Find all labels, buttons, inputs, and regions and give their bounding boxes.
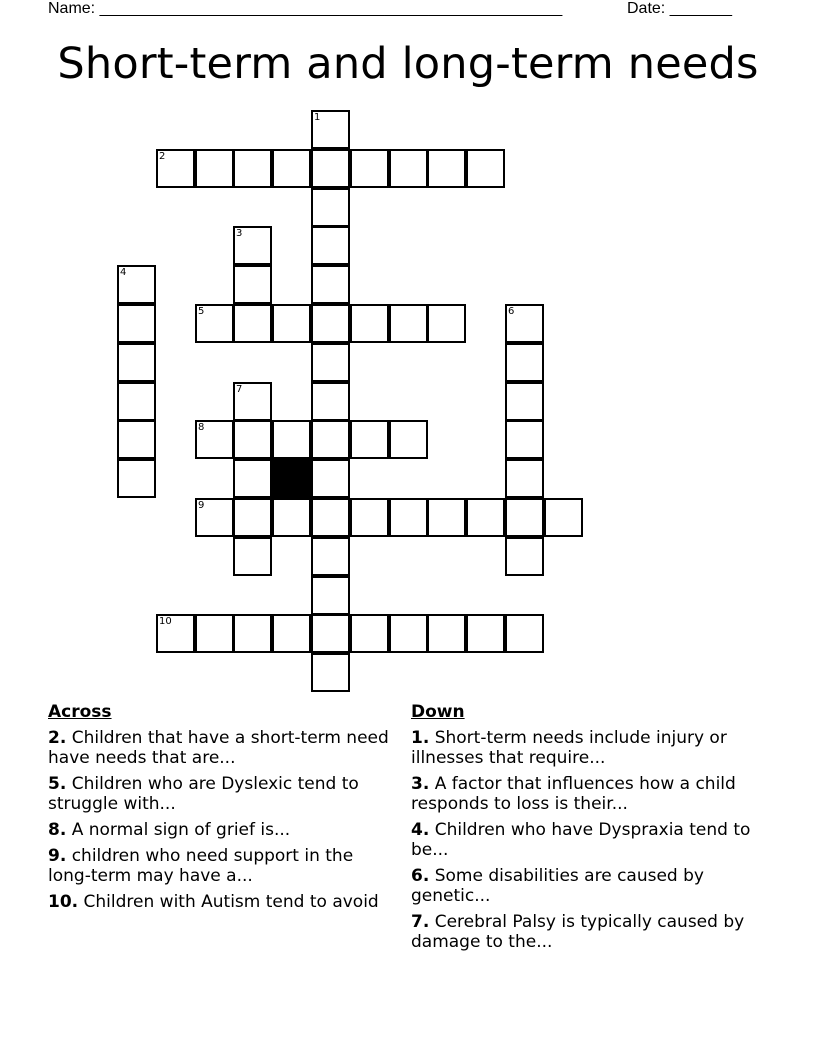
- grid-cell[interactable]: [389, 498, 428, 537]
- grid-cell[interactable]: [272, 498, 311, 537]
- grid-cell[interactable]: [311, 576, 350, 615]
- clue-across-2: [48, 728, 393, 768]
- clue-down-4: [411, 820, 756, 860]
- grid-cell[interactable]: [156, 149, 195, 188]
- grid-cell[interactable]: [272, 149, 311, 188]
- grid-cell[interactable]: [544, 498, 583, 537]
- grid-cell[interactable]: [311, 149, 350, 188]
- down-heading: Down: [411, 702, 465, 722]
- grid-cell[interactable]: [427, 498, 466, 537]
- clue-number: 3.: [411, 774, 430, 794]
- clue-number: 1.: [411, 728, 430, 748]
- clue-down-7: [411, 912, 756, 952]
- grid-cell[interactable]: [233, 226, 272, 265]
- clue-number-label: 1: [314, 112, 321, 123]
- clue-across-9: [48, 846, 393, 886]
- grid-cell[interactable]: [311, 537, 350, 576]
- blocked-cell: [272, 459, 311, 498]
- grid-cell[interactable]: [389, 149, 428, 188]
- clue-text: Short-term needs include injury or illnesses that require...: [411, 728, 727, 768]
- clue-number-label: 10: [159, 616, 172, 627]
- grid-cell[interactable]: [505, 537, 544, 576]
- grid-cell[interactable]: [233, 459, 272, 498]
- clue-across-10: [48, 892, 393, 912]
- clue-across-5: [48, 774, 393, 814]
- grid-cell[interactable]: [311, 614, 350, 653]
- clue-number: 6.: [411, 866, 430, 886]
- grid-cell[interactable]: [233, 149, 272, 188]
- grid-cell[interactable]: [389, 420, 428, 459]
- grid-cell[interactable]: [505, 343, 544, 382]
- grid-cell[interactable]: [233, 265, 272, 304]
- grid-cell[interactable]: [272, 614, 311, 653]
- grid-cell[interactable]: [350, 614, 389, 653]
- grid-cell[interactable]: [505, 498, 544, 537]
- clue-text: Cerebral Palsy is typically caused by damage to the...: [411, 912, 745, 952]
- grid-cell[interactable]: [505, 382, 544, 421]
- grid-cell[interactable]: [350, 498, 389, 537]
- grid-cell[interactable]: [311, 188, 350, 227]
- grid-cell[interactable]: [505, 614, 544, 653]
- clue-text: Children that have a short-term need have needs that are...: [48, 728, 389, 768]
- grid-cell[interactable]: [117, 265, 156, 304]
- clue-text: Some disabilities are caused by genetic...: [411, 866, 704, 906]
- grid-cell[interactable]: [466, 498, 505, 537]
- across-heading: Across: [48, 702, 112, 722]
- grid-cell[interactable]: [350, 304, 389, 343]
- grid-cell[interactable]: [117, 459, 156, 498]
- grid-cell[interactable]: [466, 149, 505, 188]
- clue-across-8: [48, 820, 393, 840]
- clue-number-label: 9: [198, 500, 205, 511]
- clue-text: children who need support in the long-term may have a...: [48, 846, 354, 886]
- grid-cell[interactable]: [311, 110, 350, 149]
- grid-cell[interactable]: [233, 304, 272, 343]
- grid-cell[interactable]: [466, 614, 505, 653]
- clue-number-label: 5: [198, 306, 205, 317]
- clue-text: Children with Autism tend to avoid: [83, 892, 379, 912]
- clue-number: 4.: [411, 820, 430, 840]
- clue-number-label: 6: [508, 306, 515, 317]
- clue-down-1: [411, 728, 756, 768]
- clue-text: A normal sign of grief is...: [71, 820, 291, 840]
- down-clues: [411, 702, 756, 958]
- grid-cell[interactable]: [505, 304, 544, 343]
- grid-cell[interactable]: [233, 537, 272, 576]
- grid-cell[interactable]: [311, 343, 350, 382]
- clue-number-label: 2: [159, 151, 166, 162]
- clue-number: 7.: [411, 912, 430, 932]
- date-field[interactable]: Date: _______: [627, 0, 732, 17]
- grid-cell[interactable]: [311, 459, 350, 498]
- grid-cell[interactable]: [195, 498, 234, 537]
- page-title: Short-term and long-term needs: [57, 39, 759, 89]
- grid-cell[interactable]: [350, 149, 389, 188]
- grid-cell[interactable]: [117, 382, 156, 421]
- grid-cell[interactable]: [233, 382, 272, 421]
- grid-cell[interactable]: [195, 304, 234, 343]
- grid-cell[interactable]: [350, 420, 389, 459]
- grid-cell[interactable]: [272, 304, 311, 343]
- clue-text: Children who are Dyslexic tend to struggle with...: [48, 774, 359, 814]
- grid-cell[interactable]: [311, 226, 350, 265]
- across-clues: [48, 702, 393, 918]
- grid-cell[interactable]: [505, 420, 544, 459]
- clue-text: A factor that influences how a child responds to loss is their...: [411, 774, 736, 814]
- grid-cell[interactable]: [311, 420, 350, 459]
- grid-cell[interactable]: [117, 420, 156, 459]
- clue-down-3: [411, 774, 756, 814]
- clue-number-label: 4: [120, 267, 127, 278]
- grid-cell[interactable]: [195, 614, 234, 653]
- name-field[interactable]: Name: ____________________________________________________: [48, 0, 563, 17]
- grid-cell[interactable]: [427, 149, 466, 188]
- grid-cell[interactable]: [117, 343, 156, 382]
- clue-number: 9.: [48, 846, 67, 866]
- grid-cell[interactable]: [311, 498, 350, 537]
- grid-cell[interactable]: [311, 653, 350, 692]
- clue-number: 2.: [48, 728, 67, 748]
- clue-text: Children who have Dyspraxia tend to be...: [411, 820, 751, 860]
- grid-cell[interactable]: [233, 420, 272, 459]
- clue-number-label: 8: [198, 422, 205, 433]
- grid-cell[interactable]: [233, 498, 272, 537]
- grid-cell[interactable]: [389, 304, 428, 343]
- grid-cell[interactable]: [311, 304, 350, 343]
- grid-cell[interactable]: [427, 304, 466, 343]
- clue-number: 5.: [48, 774, 67, 794]
- grid-cell[interactable]: [389, 614, 428, 653]
- grid-cell[interactable]: [233, 614, 272, 653]
- clue-number: 8.: [48, 820, 67, 840]
- grid-cell[interactable]: [272, 420, 311, 459]
- grid-cell[interactable]: [117, 304, 156, 343]
- grid-cell[interactable]: [311, 382, 350, 421]
- clue-number: 10.: [48, 892, 79, 912]
- clue-down-6: [411, 866, 756, 906]
- clue-number-label: 7: [236, 384, 243, 395]
- clue-number-label: 3: [236, 228, 243, 239]
- grid-cell[interactable]: [195, 420, 234, 459]
- grid-cell[interactable]: [505, 459, 544, 498]
- grid-cell[interactable]: [195, 149, 234, 188]
- grid-cell[interactable]: [311, 265, 350, 304]
- grid-cell[interactable]: [156, 614, 195, 653]
- grid-cell[interactable]: [427, 614, 466, 653]
